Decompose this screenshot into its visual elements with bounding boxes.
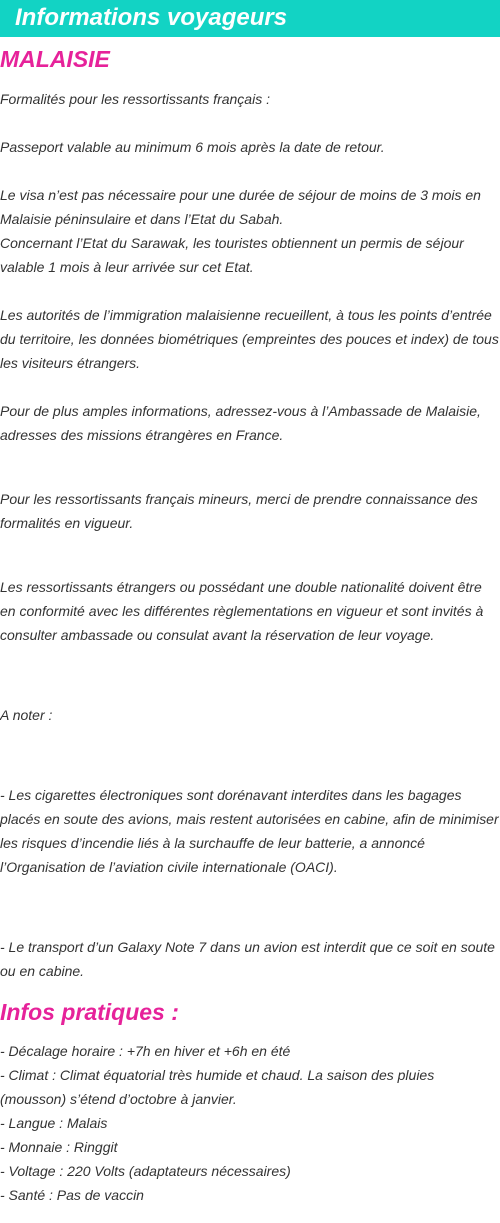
formalities-line: les visiteurs étrangers. bbox=[0, 355, 141, 371]
formalities-line: Formalités pour les ressortissants français : bbox=[0, 91, 270, 107]
formalities-line: Le visa n’est pas nécessaire pour une durée de séjour de moins de 3 mois en bbox=[0, 187, 481, 203]
formalities-line: - Le transport d’un Galaxy Note 7 dans un avion est interdit que ce soit en soute bbox=[0, 939, 495, 955]
note-heading: A noter : bbox=[0, 707, 53, 723]
practical-info-line: - Langue : Malais bbox=[0, 1115, 108, 1131]
formalities-line: du territoire, les données biométriques (empreintes des pouces et index) de tous bbox=[0, 331, 499, 347]
formalities-line: adresses des missions étrangères en France. bbox=[0, 427, 284, 443]
practical-info-line: - Monnaie : Ringgit bbox=[0, 1139, 118, 1155]
formalities-line: Pour de plus amples informations, adressez-vous à l’Ambassade de Malaisie, bbox=[0, 403, 481, 419]
formalities-line: Passeport valable au minimum 6 mois après la date de retour. bbox=[0, 139, 385, 155]
country-title: MALAISIE bbox=[0, 46, 110, 72]
practical-info-line: (mousson) s’étend d’octobre à janvier. bbox=[0, 1091, 237, 1107]
formalities-line: formalités en vigueur. bbox=[0, 515, 134, 531]
formalities-line: valable 1 mois à leur arrivée sur cet Etat. bbox=[0, 259, 254, 275]
formalities-line: l’Organisation de l’aviation civile internationale (OACI). bbox=[0, 859, 338, 875]
practical-info-line: - Décalage horaire : +7h en hiver et +6h en été bbox=[0, 1043, 291, 1059]
formalities-line: Concernant l’Etat du Sarawak, les touristes obtiennent un permis de séjour bbox=[0, 235, 464, 251]
practical-info-line: - Climat : Climat équatorial très humide et chaud. La saison des pluies bbox=[0, 1067, 435, 1083]
formalities-line: Malaisie péninsulaire et dans l’Etat du Sabah. bbox=[0, 211, 284, 227]
header-bar bbox=[0, 0, 500, 37]
practical-info-line: - Santé : Pas de vaccin bbox=[0, 1187, 144, 1203]
formalities-line: placés en soute des avions, mais restent autorisées en cabine, afin de minimiser bbox=[0, 811, 499, 827]
practical-info-line: - Voltage : 220 Volts (adaptateurs nécessaires) bbox=[0, 1163, 291, 1179]
practical-info-title: Infos pratiques : bbox=[0, 999, 179, 1025]
formalities-line: Les autorités de l’immigration malaisienne recueillent, à tous les points d’entrée bbox=[0, 307, 492, 323]
formalities-line: ou en cabine. bbox=[0, 963, 85, 979]
formalities-line: Pour les ressortissants français mineurs, merci de prendre connaissance des bbox=[0, 491, 478, 507]
formalities-line: en conformité avec les différentes règlementations en vigueur et sont invités à bbox=[0, 603, 484, 619]
formalities-line: consulter ambassade ou consulat avant la réservation de leur voyage. bbox=[0, 627, 435, 643]
page-title: Informations voyageurs bbox=[15, 4, 288, 31]
formalities-line: les risques d’incendie liés à la surchauffe de leur batterie, a annoncé bbox=[0, 835, 425, 851]
formalities-line: Les ressortissants étrangers ou possédant une double nationalité doivent être bbox=[0, 579, 482, 595]
formalities-line: - Les cigarettes électroniques sont dorénavant interdites dans les bagages bbox=[0, 787, 462, 803]
